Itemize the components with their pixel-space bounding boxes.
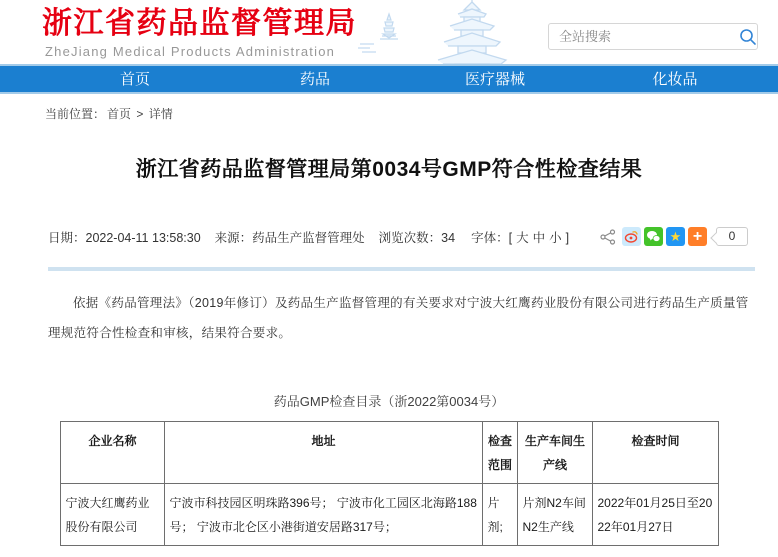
breadcrumb-current: 详情 — [148, 107, 173, 121]
nav-item-medical-devices[interactable]: 医疗器械 — [464, 71, 525, 88]
site-brand — [42, 5, 357, 59]
cell-workshop-line: 片剂N2车间N2生产线 — [517, 484, 592, 546]
breadcrumb-separator: > — [136, 107, 144, 121]
table-row — [60, 484, 718, 546]
cell-address: 宁波市科技园区明珠路396号； 宁波市化工园区北海路188号； 宁波市北仑区小港街道安居路317号； — [164, 484, 482, 546]
nav-item-cosmetics[interactable]: 化妆品 — [652, 71, 698, 88]
article-title: 浙江省药品监督管理局第0034号GMP符合性检查结果 — [135, 158, 643, 181]
search-button[interactable] — [739, 24, 757, 49]
header-inspection-time: 检查时间 — [592, 422, 718, 484]
share-icon[interactable] — [600, 229, 616, 245]
site-subtitle: ZheJiang Medical Products Administration — [45, 44, 336, 59]
font-size-controls — [469, 228, 571, 246]
font-size-label: 字体：[ — [471, 230, 513, 245]
tower-watermark-icon — [358, 8, 420, 60]
site-header — [0, 0, 778, 66]
meta-views: 浏览次数：34 — [378, 230, 456, 245]
wechat-share-icon[interactable] — [644, 227, 663, 246]
main-nav — [0, 66, 778, 94]
nav-item-home[interactable]: 首页 — [119, 71, 150, 88]
share-bar — [600, 227, 748, 246]
font-size-large-button[interactable]: 大 — [516, 230, 529, 245]
header-company-name: 企业名称 — [60, 422, 164, 484]
table-caption: 药品GMP检查目录（浙2022第0034号） — [273, 394, 505, 409]
gmp-inspection-table — [60, 421, 719, 546]
meta-date: 日期：2022-04-11 13:58:30 — [48, 230, 201, 245]
header-address: 地址 — [164, 422, 482, 484]
site-title: 浙江省药品监督管理局 — [42, 7, 357, 40]
share-count-badge: 0 — [716, 227, 748, 246]
qzone-share-icon[interactable]: ★ — [666, 227, 685, 246]
font-size-small-button[interactable]: 小 — [549, 230, 562, 245]
weibo-share-icon[interactable] — [622, 227, 641, 246]
article-main — [0, 153, 778, 546]
cell-inspection-time: 2022年01月25日至2022年01月27日 — [592, 484, 718, 546]
table-header-row — [60, 422, 718, 484]
header-workshop-line: 生产车间生产线 — [517, 422, 592, 484]
more-share-icon[interactable]: + — [688, 227, 707, 246]
nav-item-drugs[interactable]: 药品 — [299, 71, 330, 88]
content-divider — [48, 267, 755, 271]
breadcrumb-home-link[interactable]: 首页 — [107, 107, 132, 121]
breadcrumb-prefix: 当前位置： — [45, 107, 106, 121]
search-icon — [739, 28, 757, 46]
article-meta-row — [0, 227, 778, 246]
cell-inspection-scope: 片剂; — [482, 484, 517, 546]
breadcrumb — [0, 94, 778, 122]
search-box — [548, 23, 758, 50]
font-size-label-close: ] — [565, 230, 570, 245]
article-body-paragraph: 依据《药品管理法》（2019年修订）及药品生产监督管理的有关要求对宁波大红鹰药业股份有限公司进行药品生产质量管理规范符合性检查和审核，结果符合要求。 — [48, 296, 749, 340]
meta-source: 来源：药品生产监督管理处 — [214, 230, 365, 245]
search-input[interactable] — [549, 29, 739, 44]
cell-company-name: 宁波大红鹰药业股份有限公司 — [60, 484, 164, 546]
pagoda-watermark-icon — [428, 0, 516, 66]
article-meta — [48, 228, 571, 246]
font-size-medium-button[interactable]: 中 — [532, 230, 546, 245]
header-inspection-scope: 检查范围 — [482, 422, 517, 484]
